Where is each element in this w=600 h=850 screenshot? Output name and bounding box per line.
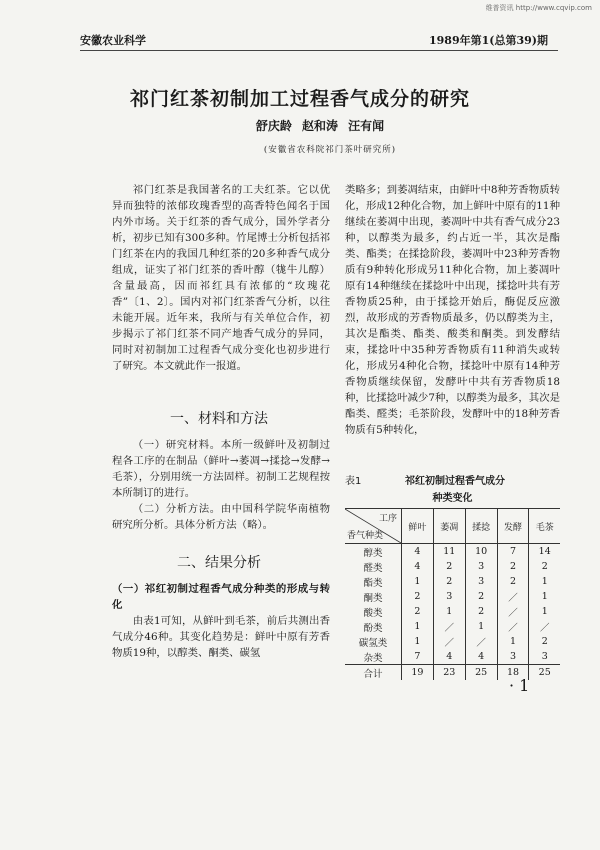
- table-cell: 3: [497, 649, 529, 665]
- left-column-results: [112, 581, 330, 661]
- table-cell: 23: [433, 665, 465, 681]
- table-col-header: 发酵: [497, 509, 529, 544]
- table-row: [345, 649, 560, 665]
- table-cell: 11: [433, 544, 465, 560]
- table-cell: 7: [497, 544, 529, 560]
- corner-top-label: 工序: [378, 514, 397, 524]
- table-cell: 1: [497, 634, 529, 649]
- methods-paragraph-1: （一）研究材料。本所一级鲜叶及初制过程各工序的在制品（鲜叶→萎凋→揉捻→发酵→毛茶），分别用统一方法固样。初制工艺规程按本所制订的进行。: [112, 439, 330, 499]
- table-cell: 3: [433, 589, 465, 604]
- table-cell: 1: [465, 619, 497, 634]
- table-cell: 2: [497, 559, 529, 574]
- table-row: [345, 574, 560, 589]
- page-number: · 1: [509, 676, 530, 695]
- table-cell: 4: [465, 649, 497, 665]
- row-label: 醇类: [363, 547, 383, 559]
- table-row: [345, 634, 560, 649]
- table-cell: ／: [497, 604, 529, 619]
- aroma-table: [345, 508, 560, 680]
- row-label: 酯类: [363, 577, 383, 589]
- table-cell: 3: [465, 574, 497, 589]
- table-corner-cell: [345, 509, 402, 544]
- table-cell: 7: [402, 649, 434, 665]
- table-cell: 1: [402, 574, 434, 589]
- table-cell: 2: [402, 604, 434, 619]
- table-col-header: 揉捻: [465, 509, 497, 544]
- table-cell: 1: [529, 589, 560, 604]
- table-cell: 4: [433, 649, 465, 665]
- table-cell: 4: [402, 559, 434, 574]
- table-cell: 2: [497, 574, 529, 589]
- right-column-text: [345, 182, 560, 438]
- table-number: 表1: [345, 476, 362, 487]
- table-cell: ／: [433, 634, 465, 649]
- table-cell: 19: [402, 665, 434, 681]
- section-heading-results: 二、结果分析: [177, 555, 261, 571]
- table-cell: 3: [465, 559, 497, 574]
- table-title-line2: 种类变化: [432, 493, 473, 504]
- row-label: 合计: [345, 665, 402, 681]
- results-subheading: （一）祁红初制过程香气成分种类的形成与转化: [112, 583, 330, 611]
- table-cell: 1: [433, 604, 465, 619]
- table-cell: 2: [465, 589, 497, 604]
- table-cell: 25: [529, 665, 560, 681]
- table-cell: 14: [529, 544, 560, 560]
- table-cell: 4: [402, 544, 434, 560]
- table-cell: 2: [529, 634, 560, 649]
- article-affiliation: (安徽省农科院祁门茶叶研究所): [263, 145, 397, 155]
- table-cell: ／: [497, 619, 529, 634]
- table-cell: ／: [433, 619, 465, 634]
- table-title-line1: 祁红初制过程香气成分: [405, 476, 505, 487]
- table-cell: 2: [465, 604, 497, 619]
- section-heading-materials: 一、材料和方法: [170, 411, 268, 427]
- table-cell: 10: [465, 544, 497, 560]
- methods-paragraph-2: （二）分析方法。由中国科学院华南植物研究所分析。具体分析方法（略）。: [112, 503, 330, 531]
- table-cell: 1: [402, 634, 434, 649]
- table-row: [345, 544, 560, 560]
- row-label: 酚类: [363, 622, 383, 634]
- table-cell: 2: [529, 559, 560, 574]
- intro-paragraph: 祁门红茶是我国著名的工夫红茶。它以优异而独特的浓郁玫瑰香型的高香特色闻名于国内外市场。关于红茶的香气成分，国外学者分析，初步已知有300多种。竹尾博士分析包括祁门红茶在内的我国几种红茶的20多种香气成分组成，证实了祁门红茶的香叶醇（牻牛儿醇）含量最高，因而祁红具有浓郁的“玫瑰花香”〔1、2〕。国内对祁门红茶香气分析，以往未能开展。近年来，我所与有关单位合作，初步揭示了祁门红茶不同产地香气成分的异同，同时对初制加工过程香气成分变化也初步进行了研究。本文就此作一报道。: [112, 184, 330, 372]
- table-cell: ／: [529, 619, 560, 634]
- table-row: [345, 559, 560, 574]
- table-row: [345, 619, 560, 634]
- table-cell: 3: [529, 649, 560, 665]
- table-cell: ／: [465, 634, 497, 649]
- article-authors: 舒庆龄 赵和涛 汪有闻: [255, 119, 385, 133]
- header-rule: [80, 50, 558, 51]
- corner-bottom-label: 香气种类: [347, 531, 384, 541]
- row-label: 酮类: [363, 592, 383, 604]
- table-cell: 2: [433, 559, 465, 574]
- journal-name: 安徽农业科学: [80, 34, 146, 47]
- row-label: 醛类: [363, 562, 383, 574]
- table-row: [345, 589, 560, 604]
- row-label: 杂类: [363, 652, 383, 664]
- right-column-paragraph: 类略多；到萎凋结束，由鲜叶中8种芳香物质转化，形成12种化合物，加上鲜叶中原有的11种继续在萎凋中出现，萎凋叶中共有香气成分23种，以醇类为最多，约占近一半，其次是酯类、酯类；在揉捻阶段，萎凋叶中23种芳香物质有9种转化形成另11种化合物，加上萎凋叶原有14种继续在揉捻叶中出现，揉捻叶共有芳香物质25种，由于揉捻开始后，酶促反应激烈，故形成的芳香物质最多，仍以醇类为主，其次是酯类、酯类、酸类和酮类。到发酵结束，揉捻叶中35种芳香物质有11种消失或转化，形成另4种化合物，揉捻叶中原有14种芳香物质继续保留，发酵叶中共有芳香物质18种，比揉捻叶减少7种，以醇类为最多，其次是酯类、醛类；毛茶阶段，发酵叶中的18种芳香物质有5种转化，: [345, 184, 560, 436]
- row-label: 酸类: [363, 607, 383, 619]
- table-cell: 25: [465, 665, 497, 681]
- article-title: 祁门红茶初制加工过程香气成分的研究: [129, 88, 470, 110]
- table-cell: 1: [529, 574, 560, 589]
- table-col-header: 鲜叶: [402, 509, 434, 544]
- issue-number: 1989年第1(总第39)期: [429, 34, 548, 47]
- table-cell: 1: [402, 619, 434, 634]
- table-col-header: 萎凋: [433, 509, 465, 544]
- table-row: [345, 604, 560, 619]
- table-col-header: 毛茶: [529, 509, 560, 544]
- table-cell: 1: [529, 604, 560, 619]
- results-paragraph: 由表1可知，从鲜叶到毛茶，前后共测出香气成分46种。其变化趋势是：鲜叶中原有芳香物质19种，以醇类、酮类、碳氢: [112, 615, 330, 659]
- table-cell: 2: [402, 589, 434, 604]
- table-cell: 2: [433, 574, 465, 589]
- row-label: 碳氢类: [358, 637, 388, 649]
- left-column-intro: [112, 182, 330, 374]
- table-caption: [345, 472, 560, 487]
- table-cell: ／: [497, 589, 529, 604]
- table-cell: 18: [497, 665, 529, 681]
- left-column-methods: [112, 437, 330, 533]
- watermark: 维普资讯 http://www.cqvip.com: [485, 4, 592, 12]
